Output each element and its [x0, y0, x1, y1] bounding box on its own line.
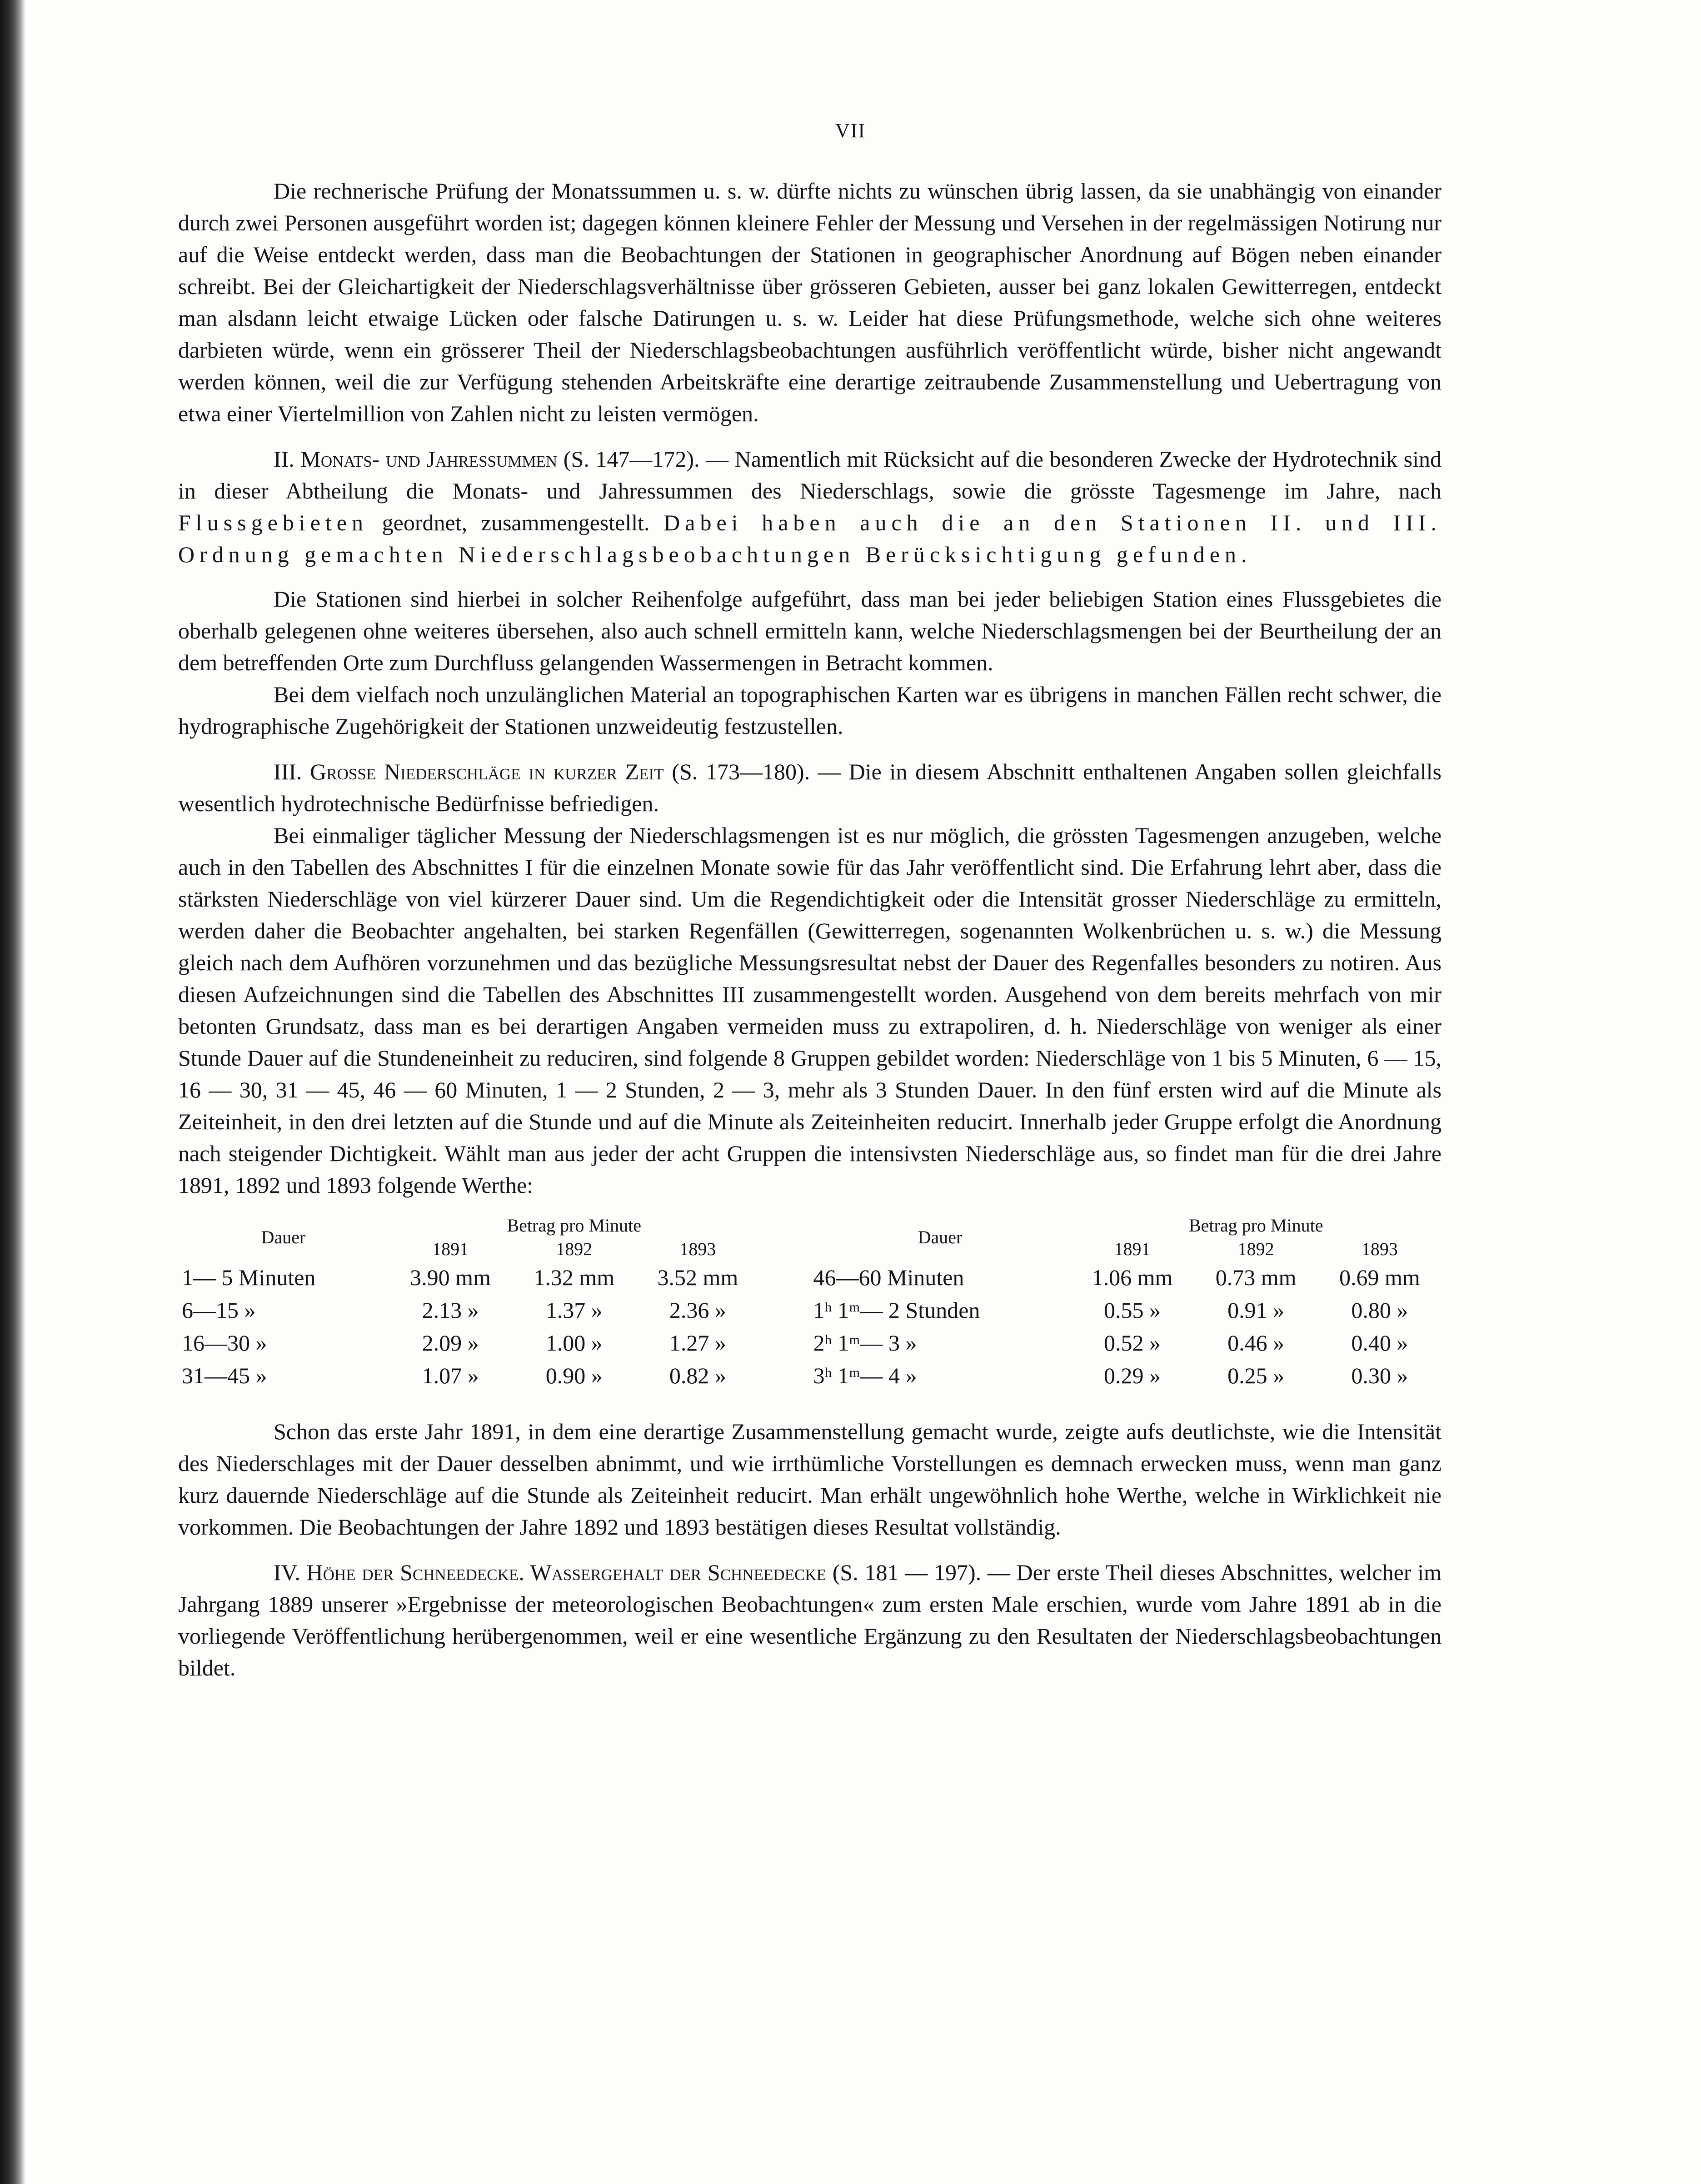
value-cell: 0.25 » [1227, 1363, 1285, 1388]
intensity-table [178, 1214, 1442, 1392]
duration-cell: 31—45 » [182, 1363, 267, 1388]
value-cell: 2.09 » [422, 1330, 479, 1356]
paragraph-schon-1891: Schon das erste Jahr 1891, in dem eine derartige Zusammenstellung gemacht wurde, zeigte aufs deutlichste, wie die Intensität des Niederschlages mit der Dauer desselben abnimmt, und wie irrthümliche Vorstellungen es demnach erwecken muss, wenn man ganz kurz dauernde Niederschläge auf die Stunde als Zeiteinheit reducirt. Man erhält ungewöhnlich hohe Werthe, welche in Wirklichkeit nie vorkommen. Die Beobachtungen der Jahre 1892 und 1893 bestätigen dieses Resultat vollständig. [178, 1419, 1442, 1540]
value-cell: 0.46 » [1227, 1330, 1285, 1356]
value-cell: 0.91 » [1227, 1297, 1285, 1323]
table-header-dauer: Dauer [918, 1227, 963, 1247]
section-heading-iii: III. Grosse Niederschläge in kurzer Zeit [274, 759, 664, 784]
table-row [178, 1261, 1442, 1294]
paragraph-messung: Bei einmaliger täglicher Messung der Niederschlagsmengen ist es nur möglich, die grössten Tagesmengen anzugeben, welche auch in den Tabellen des Abschnittes I für die einzelnen Monate sowie für das Jahr veröffentlicht sind. Die Erfahrung lehrt aber, dass die stärksten Niederschläge von viel kürzerer Dauer sind. Um die Regendichtigkeit oder die Intensität grosser Niederschläge zu ermitteln, werden daher die Beobachter angehalten, bei starken Regenfällen (Gewitterregen, sogenannten Wolkenbrüchen u. s. w.) die Messung gleich nach dem Aufhören vorzunehmen und das bezügliche Messungsresultat nebst der Dauer des Regenfalles besonders zu notiren. Aus diesen Aufzeichnungen sind die Tabellen des Abschnittes III zusammengestellt worden. Ausgehend von dem bereits mehrfach von mir betonten Grundsatz, dass man es bei derartigen Angaben vermeiden muss zu extrapoliren, d. h. Niederschläge von weniger als einer Stunde Dauer auf die Stundeneinheit zu reduciren, sind folgende 8 Gruppen gebildet worden: Niederschläge von 1 bis 5 Minuten, 6 — 15, 16 — 30, 31 — 45, 46 — 60 Minuten, 1 — 2 Stunden, 2 — 3, mehr als 3 Stunden Dauer. In den fünf ersten wird auf die Minute als Zeiteinheit, in den drei letzten auf die Stunde und auf die Minute als Zeiteinheiten reducirt. Innerhalb jeder Gruppe erfolgt die Anordnung nach steigender Dichtigkeit. Wählt man aus jeder der acht Gruppen die intensivsten Niederschläge aus, so findet man für die drei Jahre 1891, 1892 und 1893 folgende Werthe: [178, 823, 1442, 1198]
spaced-text: Flussgebieten [178, 510, 368, 535]
value-cell: 0.73 mm [1215, 1265, 1297, 1290]
duration-cell: 1— 5 Minuten [182, 1265, 316, 1290]
duration-cell: 16—30 » [182, 1330, 267, 1356]
page-body [178, 175, 1442, 1696]
value-cell: 0.40 » [1351, 1330, 1408, 1356]
duration-cell: 46—60 Minuten [813, 1265, 964, 1290]
spaced-text: Dabei haben auch die an den Stationen II. und III. Ordnung gemachten Niederschlagsbeobachtungen Berücksichtigung gefunden. [178, 510, 1442, 567]
table-header-year: 1893 [1361, 1239, 1398, 1259]
table-header-dauer: Dauer [261, 1227, 306, 1247]
table-header-year: 1891 [432, 1239, 469, 1259]
paragraph-text: geordnet, zusammengestellt. [368, 510, 664, 535]
section-heading-iv: IV. Höhe der Schneedecke. Wassergehalt der Schneedecke [274, 1560, 827, 1585]
table-spacer [760, 1294, 810, 1326]
value-cell: 0.80 » [1351, 1297, 1408, 1323]
table-spacer [760, 1359, 810, 1392]
paragraph-schneedecke [178, 1556, 1442, 1684]
value-cell: 1.07 » [422, 1363, 479, 1388]
table-header-betrag: Betrag pro Minute [1188, 1215, 1323, 1236]
page-number: VII [835, 120, 866, 142]
value-cell: 1.00 » [545, 1330, 603, 1356]
value-cell: 0.69 mm [1339, 1265, 1420, 1290]
paragraph-text: (S. 173—180). — Die in diesem Abschnitt enthaltenen Angaben sollen gleichfalls wesentlich hydrotechnische Bedürfnisse befriedigen. [178, 759, 1442, 816]
value-cell: 0.30 » [1351, 1363, 1408, 1388]
paragraph-pruefung: Die rechnerische Prüfung der Monatssummen u. s. w. dürfte nichts zu wünschen übrig lassen, da sie unabhängig von einander durch zwei Personen ausgeführt worden ist; dagegen können kleinere Fehler der Messung und Versehen in der regelmässigen Notirung nur auf die Weise entdeckt werden, dass man die Beobachtungen der Stationen in geographischer Anordnung auf Bögen neben einander schreibt. Bei der Gleichartigkeit der Niederschlagsverhältnisse über grösseren Gebieten, ausser bei ganz lokalen Gewitterregen, entdeckt man alsdann leicht etwaige Lücken oder falsche Datirungen u. s. w. Leider hat diese Prüfungsmethode, welche sich ohne weiteres darbieten würde, wenn ein grösserer Theil der Niederschlagsbeobachtungen ausführlich veröffentlicht würde, bisher nicht angewandt werden können, weil die zur Verfügung stehenden Arbeitskräfte eine derartige zeitraubende Zusammenstellung und Uebertragung von etwa einer Viertelmillion von Zahlen nicht zu leisten vermögen. [178, 178, 1442, 426]
paragraph-grosse-niederschlaege [178, 756, 1442, 819]
value-cell: 0.90 » [545, 1363, 603, 1388]
duration-cell: 6—15 » [182, 1297, 256, 1323]
section-heading-ii: II. Monats- und Jahressummen [274, 446, 558, 472]
value-cell: 1.32 mm [534, 1265, 615, 1290]
table-header-year: 1892 [556, 1239, 593, 1259]
value-cell: 3.52 mm [657, 1265, 738, 1290]
value-cell: 2.13 » [422, 1297, 479, 1323]
table-spacer [760, 1326, 810, 1359]
table-row [178, 1326, 1442, 1359]
table-row [178, 1294, 1442, 1326]
table-header-year: 1893 [679, 1239, 716, 1259]
value-cell: 0.29 » [1104, 1363, 1161, 1388]
paragraph-text: (S. 147—172). — Namentlich mit Rücksicht auf die besonderen Zwecke der Hydrotechnik sind in dieser Abtheilung die Monats- und Jahressummen des Niederschlags, sowie die grösste Tagesmenge im Jahre, nach [178, 446, 1442, 504]
table-header-betrag: Betrag pro Minute [507, 1215, 641, 1236]
value-cell: 0.55 » [1104, 1297, 1161, 1323]
value-cell: 1.37 » [545, 1297, 603, 1323]
paragraph-stationen: Die Stationen sind hierbei in solcher Reihenfolge aufgeführt, dass man bei jeder beliebigen Station eines Flussgebietes die oberhalb gelegenen ohne weiteres übersehen, also auch schnell ermitteln kann, welche Niederschlagsmengen bei der Beurtheilung der an dem betreffenden Orte zum Durchfluss gelangenden Wassermengen in Betracht kommen. [178, 586, 1442, 675]
table-header-year: 1891 [1114, 1239, 1151, 1259]
paragraph-karten: Bei dem vielfach noch unzulänglichen Material an topographischen Karten war es übrigens in manchen Fällen recht schwer, die hydrographische Zugehörigkeit der Stationen unzweideutig festzustellen. [178, 682, 1442, 739]
table-spacer [760, 1261, 810, 1294]
table-header-year: 1892 [1237, 1239, 1274, 1259]
duration-cell: 1ʰ 1ᵐ— 2 Stunden [813, 1297, 980, 1323]
duration-cell: 2ʰ 1ᵐ— 3 » [813, 1330, 917, 1356]
value-cell: 1.27 » [669, 1330, 726, 1356]
table-spacer [760, 1214, 810, 1261]
value-cell: 3.90 mm [410, 1265, 491, 1290]
value-cell: 0.52 » [1104, 1330, 1161, 1356]
paragraph-text: (S. 181 — 197). — Der erste Theil dieses Abschnittes, welcher im Jahrgang 1889 unserer »Ergebnisse der meteorologischen Beobachtungen« zum ersten Male erschien, wurde vom Jahre 1891 ab in die vorliegende Veröffentlichung herübergenommen, weil er eine wesentliche Ergänzung zu den Resultaten der Niederschlagsbeobachtungen bildet. [178, 1560, 1442, 1680]
value-cell: 1.06 mm [1092, 1265, 1173, 1290]
binding-edge [0, 0, 25, 2184]
table-row [178, 1359, 1442, 1392]
value-cell: 2.36 » [669, 1297, 726, 1323]
paragraph-monatssummen [178, 443, 1442, 570]
duration-cell: 3ʰ 1ᵐ— 4 » [813, 1363, 917, 1388]
value-cell: 0.82 » [669, 1363, 726, 1388]
